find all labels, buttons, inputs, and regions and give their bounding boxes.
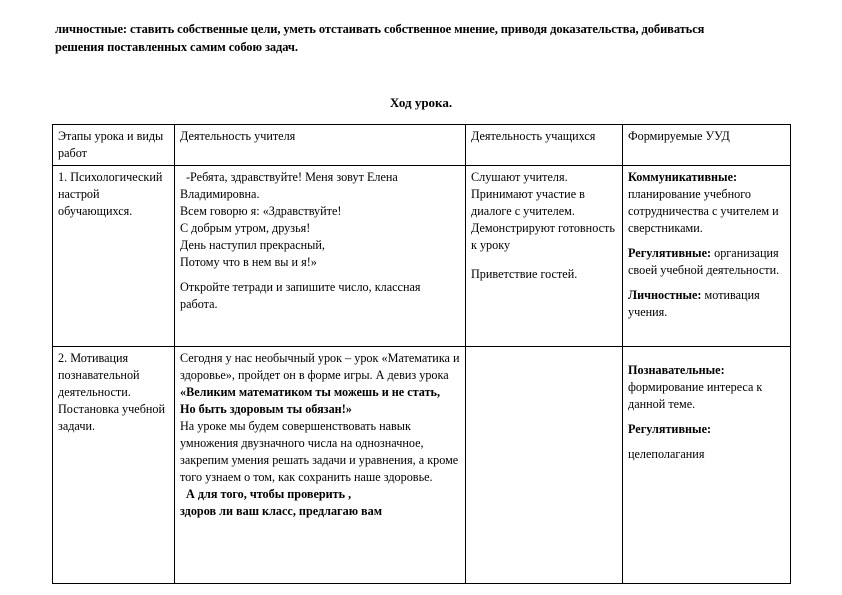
lesson-table xyxy=(52,124,791,584)
uud-text: планирование учебного сотрудничества с учителем и сверстниками. xyxy=(628,187,779,235)
uud-item xyxy=(628,362,785,413)
uud-title: Познавательные: xyxy=(628,363,725,377)
lesson-motto: «Великим математиком ты можешь и не стать, xyxy=(180,385,441,399)
header-uud: Формируемые УУД xyxy=(623,125,791,166)
uud-text: организация своей учебной деятельности. xyxy=(628,246,780,277)
student-activity-cell xyxy=(466,347,623,584)
teacher-line: Потому что в нем вы и я!» xyxy=(180,255,317,269)
uud-title: Регулятивные: xyxy=(628,422,712,436)
uud-cell xyxy=(623,347,791,584)
intro-line-2: решения поставленных самим собою задач. xyxy=(55,40,298,54)
stage-cell: 1. Психологический настрой обучающихся. xyxy=(53,166,175,347)
teacher-line: Владимировна. xyxy=(180,187,260,201)
lesson-heading: Ход урока. xyxy=(389,95,453,110)
teacher-text: А для того, чтобы проверить , xyxy=(186,487,352,501)
uud-item xyxy=(628,169,785,237)
uud-title: Личностные: xyxy=(628,288,702,302)
intro-line-1: личностные: ставить собственные цели, уметь отстаивать собственное мнение, приводя доказательства, добиваться xyxy=(55,22,705,36)
header-student-activity: Деятельность учащихся xyxy=(466,125,623,166)
uud-title: Коммуникативные: xyxy=(628,170,738,184)
uud-item xyxy=(628,245,785,279)
student-text: Приветствие гостей. xyxy=(471,267,578,281)
uud-title: Регулятивные: xyxy=(628,246,712,260)
uud-text: мотивация учения. xyxy=(628,288,760,319)
uud-item xyxy=(628,287,785,321)
teacher-text: здоров ли ваш класс, предлагаю вам xyxy=(180,504,383,518)
header-stages: Этапы урока и виды работ xyxy=(53,125,175,166)
intro-text xyxy=(55,20,795,56)
teacher-line: С добрым утром, друзья! xyxy=(180,221,311,235)
header-teacher-activity: Деятельность учителя xyxy=(175,125,466,166)
teacher-line: -Ребята, здравствуйте! Меня зовут Елена xyxy=(186,170,398,184)
student-text: Слушают учителя. Принимают участие в диалоге с учителем. Демонстрируют готовность к уроку xyxy=(471,170,615,252)
teacher-text: Сегодня у нас необычный урок – урок «Математика и здоровье», пройдет он в форме игры. А девиз урока xyxy=(180,351,460,382)
lesson-motto: Но быть здоровым ты обязан!» xyxy=(180,402,352,416)
teacher-line: Всем говорю я: «Здравствуйте! xyxy=(180,204,342,218)
uud-text: целеполагания xyxy=(628,447,705,461)
teacher-activity-cell xyxy=(175,347,466,584)
table-row xyxy=(53,166,791,347)
uud-text: формирование интереса к данной теме. xyxy=(628,380,763,411)
teacher-line: День наступил прекрасный, xyxy=(180,238,325,252)
teacher-text: На уроке мы будем совершенствовать навык умножения двузначного числа на однозначное, закрепим умения решать задачи и уравнения, а кроме того узнаем о том, как сохранить наше здоровье. xyxy=(180,419,459,484)
teacher-line: Откройте тетради и запишите число, классная работа. xyxy=(180,280,421,311)
teacher-activity-cell xyxy=(175,166,466,347)
table-row xyxy=(53,347,791,584)
table-header-row xyxy=(53,125,791,166)
stage-cell: 2. Мотивация познавательной деятельности. Постановка учебной задачи. xyxy=(53,347,175,584)
uud-cell xyxy=(623,166,791,347)
uud-item xyxy=(628,421,785,463)
student-activity-cell xyxy=(466,166,623,347)
